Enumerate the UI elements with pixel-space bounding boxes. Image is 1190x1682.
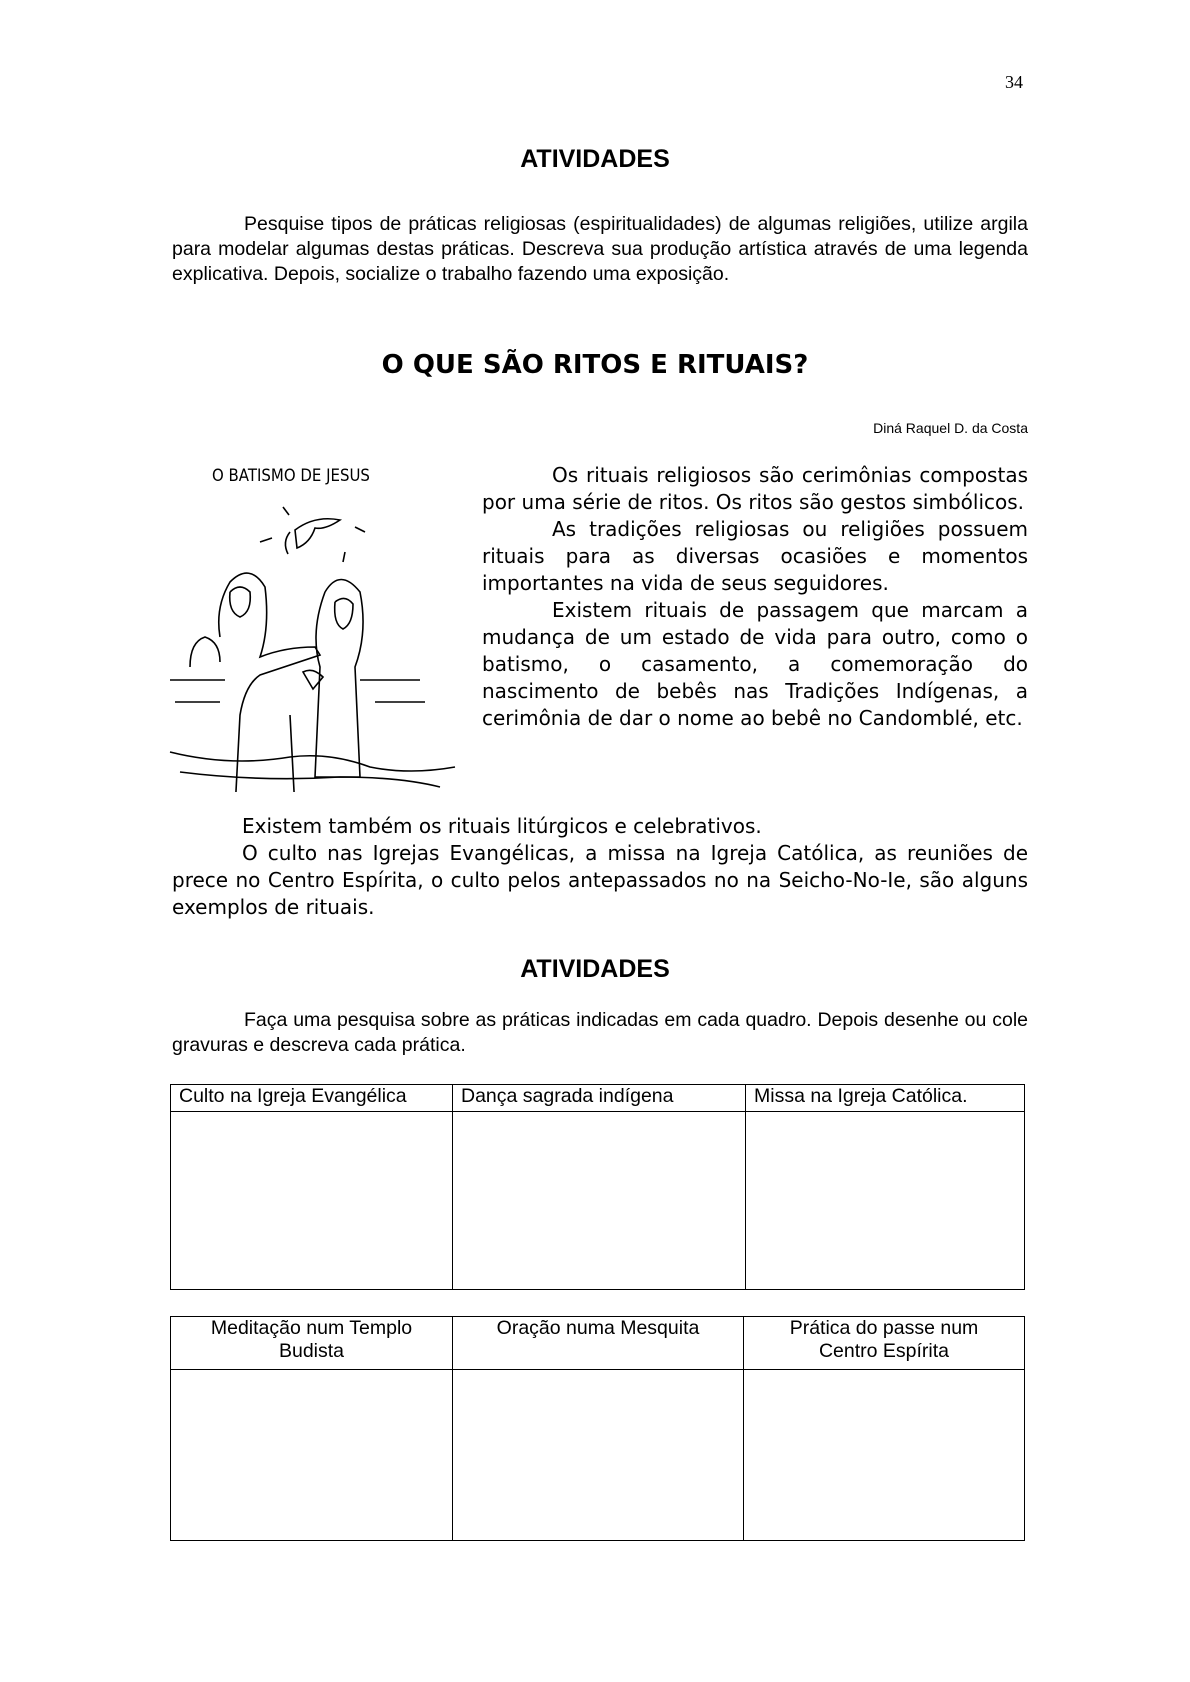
drawing-cell[interactable] — [453, 1112, 746, 1290]
table-header-cell: Dança sagrada indígena — [453, 1085, 746, 1112]
activities-heading-2: ATIVIDADES — [520, 955, 670, 983]
figure-caption: O BATISMO DE JESUS — [212, 466, 370, 486]
article-paragraph: Os rituais religiosos são cerimônias compostas por uma série de ritos. Os ritos são gestos simbólicos. — [482, 463, 1028, 514]
activities-heading: ATIVIDADES — [520, 145, 670, 173]
table-header-cell: Oração numa Mesquita — [453, 1317, 744, 1370]
page-number: 34 — [1005, 72, 1023, 92]
article-author: Diná Raquel D. da Costa — [873, 420, 1028, 436]
drawing-cell[interactable] — [746, 1112, 1025, 1290]
instruction-text: Pesquise tipos de práticas religiosas (espiritualidades) de algumas religiões, utilize argila para modelar algumas destas práticas. Descreva sua produção artística através de uma legenda explicativa. Depois, socialize o trabalho fazendo uma exposição. — [172, 213, 1028, 285]
practice-table-2 — [170, 1316, 1025, 1541]
table-header-cell: Culto na Igreja Evangélica — [171, 1085, 453, 1112]
article-paragraph: Existem também os rituais litúrgicos e celebrativos. — [242, 814, 762, 838]
drawing-cell[interactable] — [171, 1112, 453, 1290]
article-title: O QUE SÃO RITOS E RITUAIS? — [381, 350, 809, 380]
baptism-illustration — [165, 462, 465, 792]
table-header-cell: Prática do passe num Centro Espírita — [744, 1317, 1025, 1370]
article-paragraph: Existem rituais de passagem que marcam a mudança de um estado de vida para outro, como o batismo, o casamento, a comemoração do nascimento de bebês nas Tradições Indígenas, a cerimônia de dar o nome ao bebê no Candomblé, etc. — [482, 598, 1028, 730]
drawing-cell[interactable] — [744, 1370, 1025, 1541]
activities-instructions — [172, 212, 1028, 287]
table-header-cell: Missa na Igreja Católica. — [746, 1085, 1025, 1112]
article-paragraph: As tradições religiosas ou religiões possuem rituais para as diversas ocasiões e momentos importantes na vida de seus seguidores. — [482, 517, 1028, 595]
practice-table-1 — [170, 1084, 1025, 1290]
article-body-right — [482, 462, 1028, 732]
instruction-text: Faça uma pesquisa sobre as práticas indicadas em cada quadro. Depois desenhe ou cole gravuras e descreva cada prática. — [172, 1009, 1028, 1056]
drawing-cell[interactable] — [171, 1370, 453, 1541]
drawing-cell[interactable] — [453, 1370, 744, 1541]
activities-instructions-2 — [172, 1008, 1028, 1058]
table-header-cell: Meditação num Templo Budista — [171, 1317, 453, 1370]
article-body-full — [172, 813, 1028, 921]
article-paragraph: O culto nas Igrejas Evangélicas, a missa na Igreja Católica, as reuniões de prece no Centro Espírita, o culto pelos antepassados no na Seicho-No-Ie, são alguns exemplos de rituais. — [172, 841, 1028, 919]
